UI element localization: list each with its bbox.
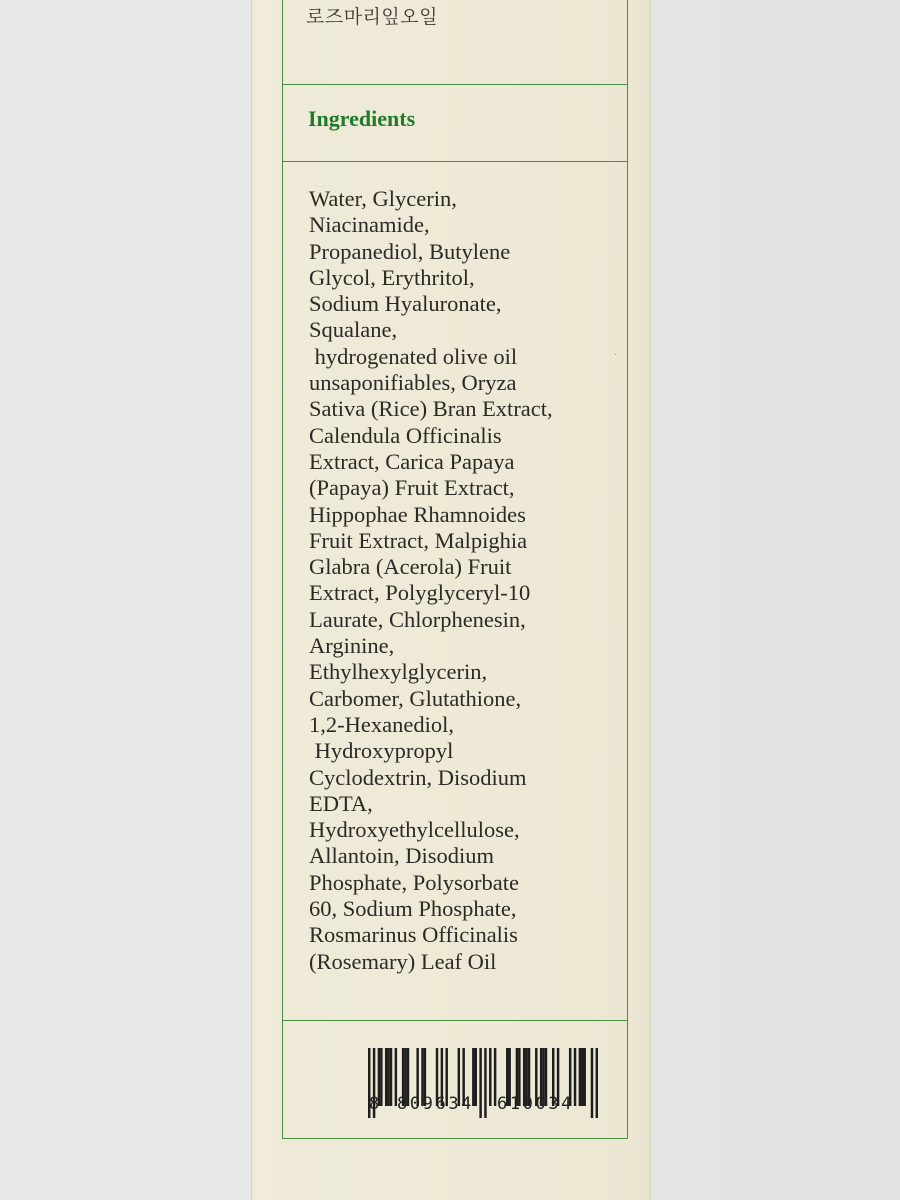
divider-top [282, 84, 628, 85]
ingredient-line: Glabra (Acerola) Fruit [309, 554, 512, 580]
ingredient-line: Niacinamide, [309, 212, 430, 238]
ingredient-line: Extract, Carica Papaya [309, 448, 515, 474]
korean-ingredient-text: 로즈마리잎오일 [306, 6, 438, 28]
print-speck [615, 354, 616, 355]
ingredients-heading: Ingredients [308, 106, 416, 131]
ingredient-line: Ethylhexylglycerin, [309, 659, 488, 685]
barcode-first-digit: 8 [369, 1094, 382, 1114]
ingredient-line: Squalane, [309, 317, 398, 343]
ingredient-line: Sativa (Rice) Bran Extract, [309, 396, 553, 422]
ingredient-line: Hydroxypropyl [309, 738, 454, 764]
ingredient-line: Sodium Hyaluronate, [309, 291, 502, 317]
ingredient-line: EDTA, [309, 790, 373, 816]
ingredient-line: 60, Sodium Phosphate, [309, 896, 517, 922]
ingredient-line: Cyclodextrin, Disodium [309, 764, 527, 790]
ingredient-line: Water, Glycerin, [309, 186, 457, 211]
ingredient-line: Rosmarinus Officinalis [309, 922, 518, 948]
divider-barcode [282, 1020, 628, 1021]
ingredient-line: Calendula Officinalis [309, 422, 502, 448]
ingredient-line: Hydroxyethylcellulose, [309, 817, 520, 843]
ingredient-line: Hippophae Rhamnoides [309, 501, 526, 527]
divider-heading [282, 161, 628, 162]
ingredient-line: (Papaya) Fruit Extract, [309, 475, 515, 501]
ingredient-line: Allantoin, Disodium [309, 843, 494, 869]
ingredient-line: Laurate, Chlorphenesin, [309, 606, 526, 632]
ingredient-line: (Rosemary) Leaf Oil [309, 948, 497, 974]
ingredients-list [309, 186, 619, 975]
ingredient-line: hydrogenated olive oil [309, 343, 518, 369]
ingredient-line: Extract, Polyglyceryl-10 [309, 580, 531, 606]
ingredient-line: Phosphate, Polysorbate [309, 869, 519, 895]
barcode-left-group: 809634 [397, 1094, 475, 1114]
ingredient-line: Fruit Extract, Malpighia [309, 527, 528, 553]
ingredient-line: Propanediol, Butylene [309, 238, 511, 264]
ingredient-line: Arginine, [309, 633, 395, 659]
barcode-icon [368, 1048, 598, 1128]
ingredient-line: unsaponifiables, Oryza [309, 370, 517, 396]
ingredient-line: Carbomer, Glutathione, [309, 685, 522, 711]
ingredient-line: 1,2-Hexanediol, [309, 711, 454, 737]
barcode-right-group: 610034 [497, 1094, 575, 1114]
ingredient-line: Glycol, Erythritol, [309, 264, 475, 290]
